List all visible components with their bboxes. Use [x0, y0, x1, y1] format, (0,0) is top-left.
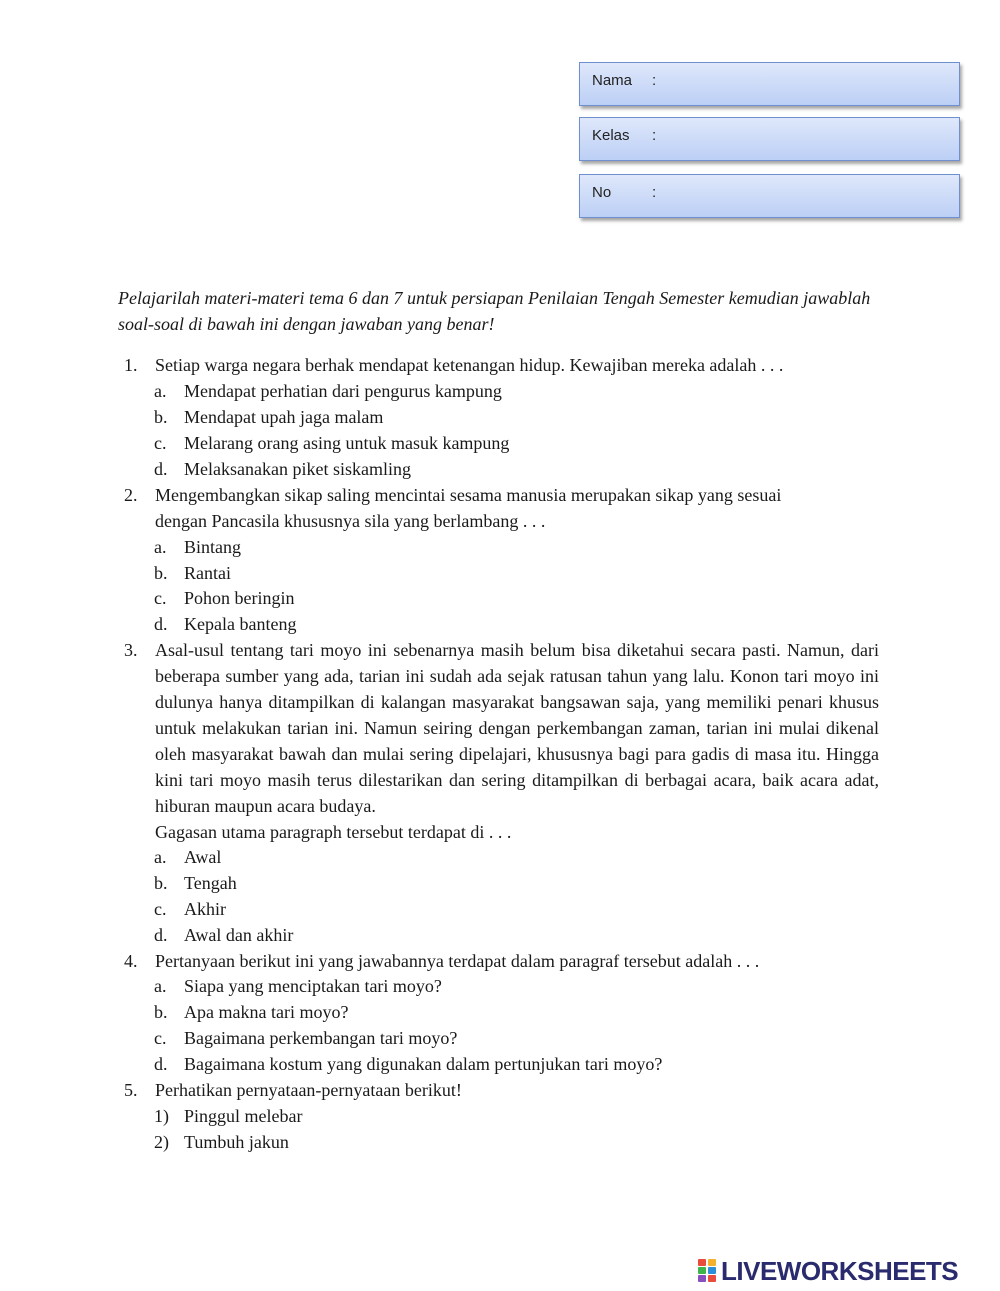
- option-text: Mendapat upah jaga malam: [184, 407, 384, 427]
- question-text: Perhatikan pernyataan-pernyataan berikut!: [155, 1080, 462, 1100]
- option-label: a.: [154, 847, 167, 867]
- option-label: d.: [154, 614, 168, 634]
- statement-text: Tumbuh jakun: [184, 1132, 289, 1152]
- option-label: c.: [154, 1028, 167, 1048]
- question-number: 1.: [124, 355, 138, 375]
- passage-text: Asal-usul tentang tari moyo ini sebenarnya masih belum bisa diketahui secara pasti. Namun, dari beberapa sumber yang ada, tarian ini sudah ada sejak ratusan tahun yang lalu. Konon tari moyo ini dulunya hanya ditampilkan di kalangan masyarakat bangsawan saja, yang memiliki penari khusus untuk melakukan tarian ini. Namun seiring dengan perkembangan zaman, tarian ini mulai dikenal oleh masyarakat bawah dan mulai sering dipelajari, khususnya bagi para gadis di masa itu. Hingga kini tari moyo masih terus dilestarikan dan sering ditampilkan di berbagai acara, baik acara adat, hiburan maupun acara budaya.: [155, 640, 879, 816]
- option-text: Bagaimana perkembangan tari moyo?: [184, 1028, 458, 1048]
- option-text: Bintang: [184, 537, 241, 557]
- question-number: 5.: [124, 1080, 138, 1100]
- option-label: a.: [154, 537, 167, 557]
- statement-label: 1): [154, 1106, 169, 1126]
- question-text: Setiap warga negara berhak mendapat ketenangan hidup. Kewajiban mereka adalah . . .: [155, 355, 784, 375]
- option-text: Mendapat perhatian dari pengurus kampung: [184, 381, 502, 401]
- logo-blocks-icon: [698, 1259, 718, 1283]
- option-label: a.: [154, 976, 167, 996]
- class-field[interactable]: [579, 117, 960, 161]
- option-text: Awal dan akhir: [184, 925, 294, 945]
- logo-text: LIVEWORKSHEETS: [721, 1256, 959, 1286]
- question-text: Pertanyaan berikut ini yang jawabannya terdapat dalam paragraf tersebut adalah . . .: [155, 951, 760, 971]
- question-number: 2.: [124, 485, 138, 505]
- option-text: Akhir: [184, 899, 226, 919]
- option-label: b.: [154, 873, 168, 893]
- question-3-passage: [155, 637, 879, 845]
- number-colon: :: [652, 184, 657, 201]
- option-text: Pohon beringin: [184, 588, 295, 608]
- option-label: b.: [154, 563, 168, 583]
- option-label: d.: [154, 459, 168, 479]
- option-text: Awal: [184, 847, 222, 867]
- class-colon: :: [652, 127, 657, 144]
- option-label: b.: [154, 1002, 168, 1022]
- statement-label: 2): [154, 1132, 169, 1152]
- statement-text: Pinggul melebar: [184, 1106, 303, 1126]
- option-label: d.: [154, 1054, 168, 1074]
- instructions: Pelajarilah materi-materi tema 6 dan 7 untuk persiapan Penilaian Tengah Semester kemudian jawablah soal-soal di bawah ini dengan jawaban yang benar!: [118, 288, 871, 334]
- number-label: No: [592, 184, 612, 201]
- option-text: Tengah: [184, 873, 237, 893]
- class-label: Kelas: [592, 127, 630, 144]
- option-text: Apa makna tari moyo?: [184, 1002, 349, 1022]
- option-text: Rantai: [184, 563, 231, 583]
- question-number: 4.: [124, 951, 138, 971]
- question-text: Gagasan utama paragraph tersebut terdapat di . . .: [155, 822, 512, 842]
- number-field[interactable]: [579, 174, 960, 218]
- option-label: a.: [154, 381, 167, 401]
- option-text: Bagaimana kostum yang digunakan dalam pertunjukan tari moyo?: [184, 1054, 663, 1074]
- option-label: d.: [154, 925, 168, 945]
- option-label: c.: [154, 433, 167, 453]
- name-colon: :: [652, 72, 657, 89]
- liveworksheets-logo[interactable]: [698, 1256, 994, 1286]
- name-label: Nama: [592, 72, 633, 89]
- option-text: Siapa yang menciptakan tari moyo?: [184, 976, 442, 996]
- option-text: Kepala banteng: [184, 614, 297, 634]
- question-text: Mengembangkan sikap saling mencintai sesama manusia merupakan sikap yang sesuai: [155, 485, 782, 505]
- option-label: b.: [154, 407, 168, 427]
- option-label: c.: [154, 899, 167, 919]
- question-number: 3.: [124, 640, 138, 660]
- name-field[interactable]: [579, 62, 960, 106]
- question-text: dengan Pancasila khususnya sila yang berlambang . . .: [155, 511, 546, 531]
- option-text: Melarang orang asing untuk masuk kampung: [184, 433, 510, 453]
- option-label: c.: [154, 588, 167, 608]
- option-text: Melaksanakan piket siskamling: [184, 459, 411, 479]
